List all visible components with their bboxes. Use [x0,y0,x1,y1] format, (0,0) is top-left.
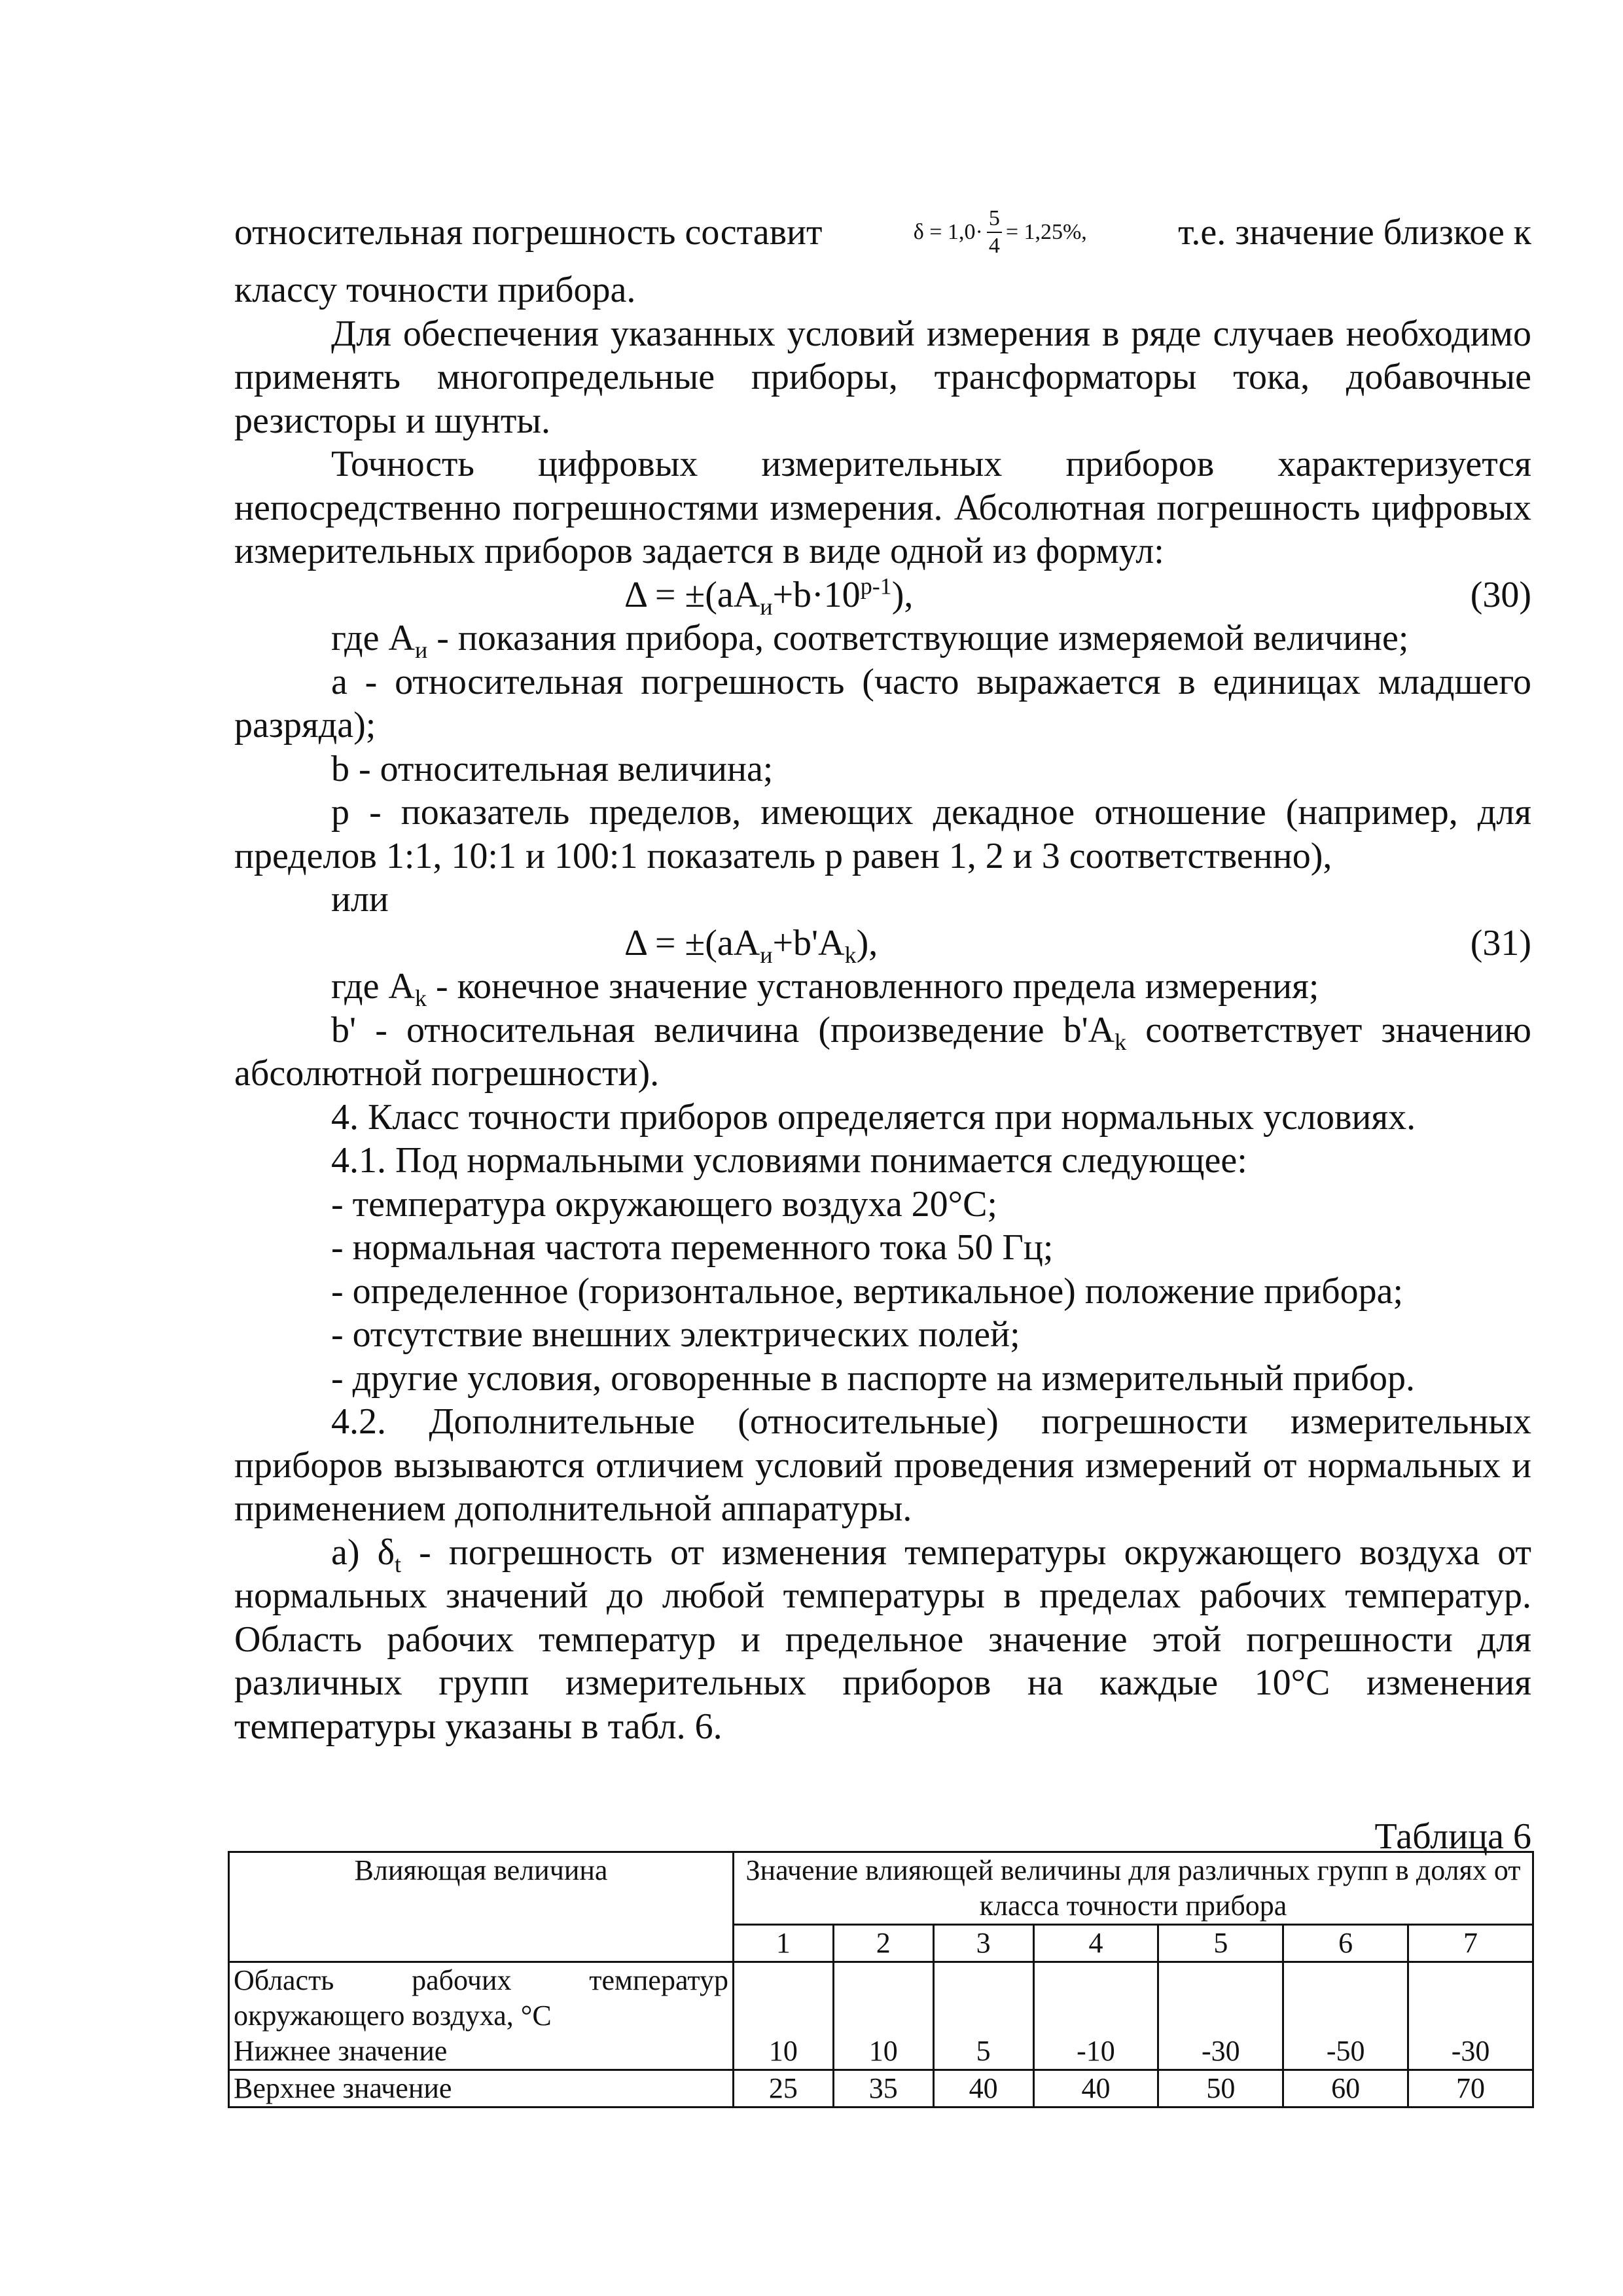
table-row-lower [229,1962,1533,2070]
table-caption: Таблица 6 [1374,1816,1531,1857]
fraction-denominator: 4 [988,234,1000,258]
formula-31 [234,922,1531,968]
definition-p: p - показатель пределов, имеющих декадное отношение (например, для пределов 1:1, 10:1 и 100:1 показатель p равен 1, 2 и 3 соответственно), [234,792,1531,876]
formula-30-expression: $\Delta = \pm(aA_и+b\cdot 10^{p-1})$, [624,572,914,620]
label-working-range: Область рабочих температур [234,1964,728,1996]
text-relative-error: относительная погрешность составит [234,211,823,253]
table-6 [228,1851,1534,2108]
lower-1: 10 [734,1962,834,2070]
formula-delta [914,206,1087,259]
document-page [234,196,1531,1859]
upper-4: 40 [1033,2070,1158,2108]
formula-left: δ = 1,0· [913,219,983,244]
row-label-upper: Верхнее значение [229,2070,734,2108]
label-ambient-air: окружающего воздуха, °С [234,2000,552,2032]
fraction-numerator: 5 [987,206,1002,233]
section-4: 4. Класс точности приборов определяется при нормальных условиях. [331,1096,1416,1138]
text-accuracy-class: классу точности прибора. [234,270,636,310]
upper-1: 25 [734,2070,834,2108]
upper-7: 70 [1408,2070,1533,2108]
upper-2: 35 [833,2070,933,2108]
section-4-1: 4.1. Под нормальными условиями понимается следующее: [331,1140,1247,1181]
group-4: 4 [1033,1925,1158,1962]
definition-a: a - относительная погрешность (часто выражается в единицах младшего разряда); [234,661,1531,745]
group-7: 7 [1408,1925,1533,1962]
label-lower-value: Нижнее значение [234,2035,448,2067]
list-item-temperature: - температура окружающего воздуха 20°С; [331,1183,997,1225]
definition-ak: где $A_k$ - конечное значение установленного предела измерения; [331,966,1319,1012]
list-item-frequency: - нормальная частота переменного тока 50 Гц; [331,1227,1054,1268]
lower-5: -30 [1158,1962,1283,2070]
group-6: 6 [1283,1925,1408,1962]
definition-ai: где $A_и$ - показания прибора, соответствующие измеряемой величине; [331,618,1409,664]
header-value-groups: Значение влияющей величины для различных групп в долях от класса точности прибора [734,1852,1533,1925]
table-row-upper [229,2070,1533,2108]
fraction [987,206,1002,259]
lower-2: 10 [833,1962,933,2070]
upper-5: 50 [1158,2070,1283,2108]
paragraph-measurement-conditions: Для обеспечения указанных условий измерения в ряде случаев необходимо применять многопредельные приборы, трансформаторы тока, добавочные резисторы и шунты. [234,313,1531,441]
text-close-value: т.е. значение близкое к [1178,211,1531,253]
lower-6: -50 [1283,1962,1408,2070]
upper-3: 40 [933,2070,1033,2108]
lower-3: 5 [933,1962,1033,2070]
formula-30 [234,572,1531,620]
group-2: 2 [833,1925,933,1962]
formula-30-number: (30) [1470,574,1531,615]
list-item-other: - другие условия, оговоренные в паспорте на измерительный прибор. [331,1357,1415,1399]
formula-right: = 1,25%, [1005,219,1087,244]
section-4-2: 4.2. Дополнительные (относительные) погрешности измерительных приборов вызываются отличием условий проведения измерений от нормальных и применением дополнительной аппаратуры. [234,1401,1531,1529]
lower-7: -30 [1408,1962,1533,2070]
list-item-fields: - отсутствие внешних электрических полей; [331,1314,1020,1355]
text-or: или [331,879,389,920]
definition-b: b - относительная величина; [331,748,774,789]
lower-4: -10 [1033,1962,1158,2070]
group-3: 3 [933,1925,1033,1962]
list-item-position: - определенное (горизонтальное, вертикальное) положение прибора; [331,1270,1404,1312]
group-1: 1 [734,1925,834,1962]
group-5: 5 [1158,1925,1283,1962]
spacer [234,1748,1531,1802]
formula-31-number: (31) [1470,922,1531,963]
formula-31-expression: $\Delta = \pm(aA_и+b'A_k)$, [624,922,878,968]
row-label-lower [229,1962,734,2070]
header-influencing-quantity: Влияющая величина [229,1852,734,1962]
definition-b-prime: b' - относительная величина (произведение $b'A_k$ соответствует значению абсолютной погрешности). [234,1009,1532,1094]
table-header-row [229,1852,1533,1925]
paragraph-delta-t: а) $\delta_t$ - погрешность от изменения температуры окружающего воздуха от нормальных значений до любой температуры в пределах рабочих температур. Область рабочих температур и предельное значение этой погрешности для различных групп измерительных приборов на каждые 10°С изменения температуры указаны в табл. 6. [234,1532,1532,1747]
upper-6: 60 [1283,2070,1408,2108]
paragraph-digital-instruments: Точность цифровых измерительных приборов характеризуется непосредственно погрешностями измерения. Абсолютная погрешность цифровых измерительных приборов задается в виде одной из формул: [234,444,1531,571]
line-relative-error [234,196,1531,268]
